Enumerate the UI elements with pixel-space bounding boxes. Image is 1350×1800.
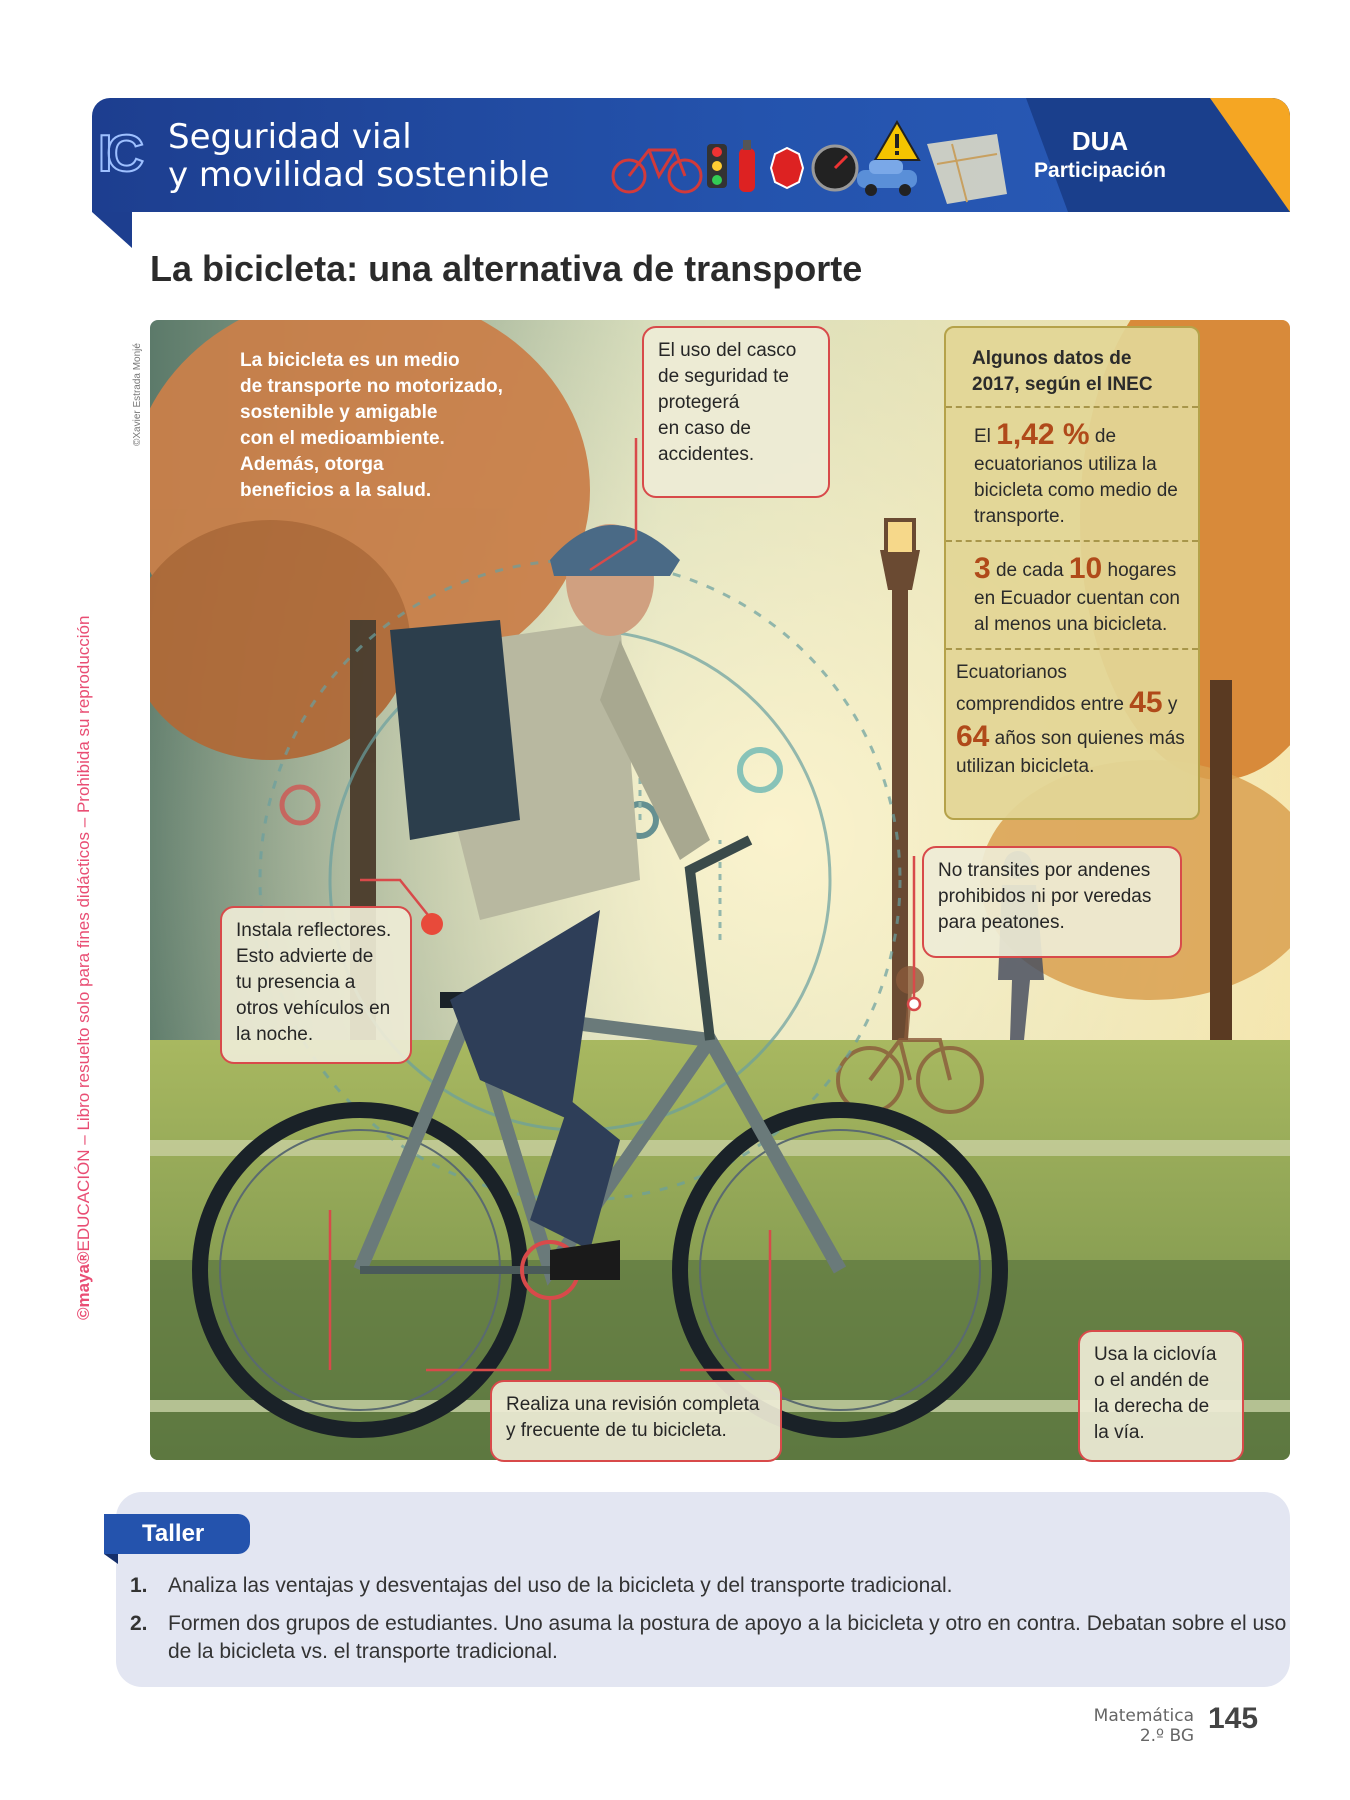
task-number: 2. — [130, 1612, 148, 1635]
fact3-value-a: 45 — [1129, 686, 1163, 719]
footer-subject-name: Matemática — [1093, 1706, 1194, 1726]
road-safety-icons — [607, 114, 1007, 204]
ic-logo: IC — [98, 125, 138, 183]
fact3-mid: y — [1167, 694, 1178, 715]
fact-bicycle-usage — [946, 406, 1198, 540]
callout-bike-lane: Usa la ciclovía o el andén de la derecha de la vía. — [1078, 1330, 1244, 1462]
banner-title — [168, 118, 550, 194]
fact2-mid: de cada — [995, 560, 1064, 581]
map-icon — [927, 134, 1007, 204]
fact3-pre: Ecuatorianos comprendidos entre — [956, 662, 1124, 715]
taller-tab-fold — [104, 1554, 118, 1564]
taller-label: Taller — [104, 1514, 250, 1554]
task-number: 1. — [130, 1574, 148, 1597]
callout-sidewalks: No transites por andenes prohibidos ni por veredas para peatones. — [922, 846, 1182, 958]
header-banner — [92, 98, 1290, 212]
callout-reflectors: Instala reflectores. Esto advierte de tu presencia a otros vehículos en la noche. — [220, 906, 412, 1064]
page-number: 145 — [1208, 1702, 1259, 1735]
fact-households — [946, 540, 1198, 648]
banner-title-line2: y movilidad sostenible — [168, 155, 550, 195]
task-text: Formen dos grupos de estudiantes. Uno asuma la postura de apoyo a la bicicleta y otro en contra. Debatan sobre el uso de la bicicleta vs. el transporte tradicional. — [168, 1612, 1287, 1663]
callout-inspection: Realiza una revisión completa y frecuente de tu bicicleta. — [490, 1380, 782, 1462]
fact1-value: 1,42 % — [996, 418, 1090, 451]
fact3-value-b: 64 — [956, 720, 990, 753]
inec-facts-panel — [944, 326, 1200, 820]
fact2-value-b: 10 — [1068, 552, 1103, 585]
speedometer-icon — [813, 146, 857, 190]
side-brand: ©maya® — [74, 1251, 93, 1320]
fact-age-range — [946, 648, 1198, 790]
fact3-post: años son quienes más utilizan bicicleta. — [956, 728, 1185, 777]
fact1-pre: El — [974, 426, 991, 447]
side-copyright-notice — [74, 616, 94, 1320]
bicycle-icon — [613, 150, 701, 192]
footer-grade: 2.º BG — [1139, 1726, 1194, 1746]
side-notice: EDUCACIÓN – Libro resuelto solo para fines didácticos – Prohibida su reproducción — [74, 615, 93, 1252]
dua-subtitle: Participación — [1034, 159, 1166, 182]
traffic-light-icon — [707, 144, 727, 188]
page-title: La bicicleta: una alternativa de transporte — [150, 248, 863, 289]
car-icon — [857, 160, 917, 196]
illustration-credit: ©Xavier Estrada Monjé — [132, 343, 143, 446]
fact1-post: de ecuatorianos utiliza la bicicleta como medio de transporte. — [974, 426, 1178, 527]
stop-sign-icon — [771, 148, 803, 188]
callout-helmet: El uso del casco de seguridad te protegerá en caso de accidentes. — [642, 326, 830, 498]
fact2-post: hogares en Ecuador cuentan con al menos una bicicleta. — [974, 560, 1180, 635]
task-text: Analiza las ventajas y desventajas del uso de la bicicleta y del transporte tradicional. — [168, 1574, 953, 1597]
facts-title: Algunos datos de 2017, según el INEC — [972, 348, 1153, 395]
intro-text: La bicicleta es un medio de transporte no motorizado, sostenible y amigable con el medioambiente. Además, otorga beneficios a la salud. — [240, 350, 503, 501]
dua-label — [1020, 126, 1180, 183]
footer-subject — [1094, 1706, 1194, 1746]
fire-extinguisher-icon — [739, 140, 755, 192]
banner-fold — [92, 212, 132, 248]
dua-title: DUA — [1071, 126, 1129, 156]
banner-title-line1: Seguridad vial — [168, 117, 412, 157]
fact2-value-a: 3 — [974, 552, 991, 585]
warning-sign-icon — [875, 122, 919, 160]
